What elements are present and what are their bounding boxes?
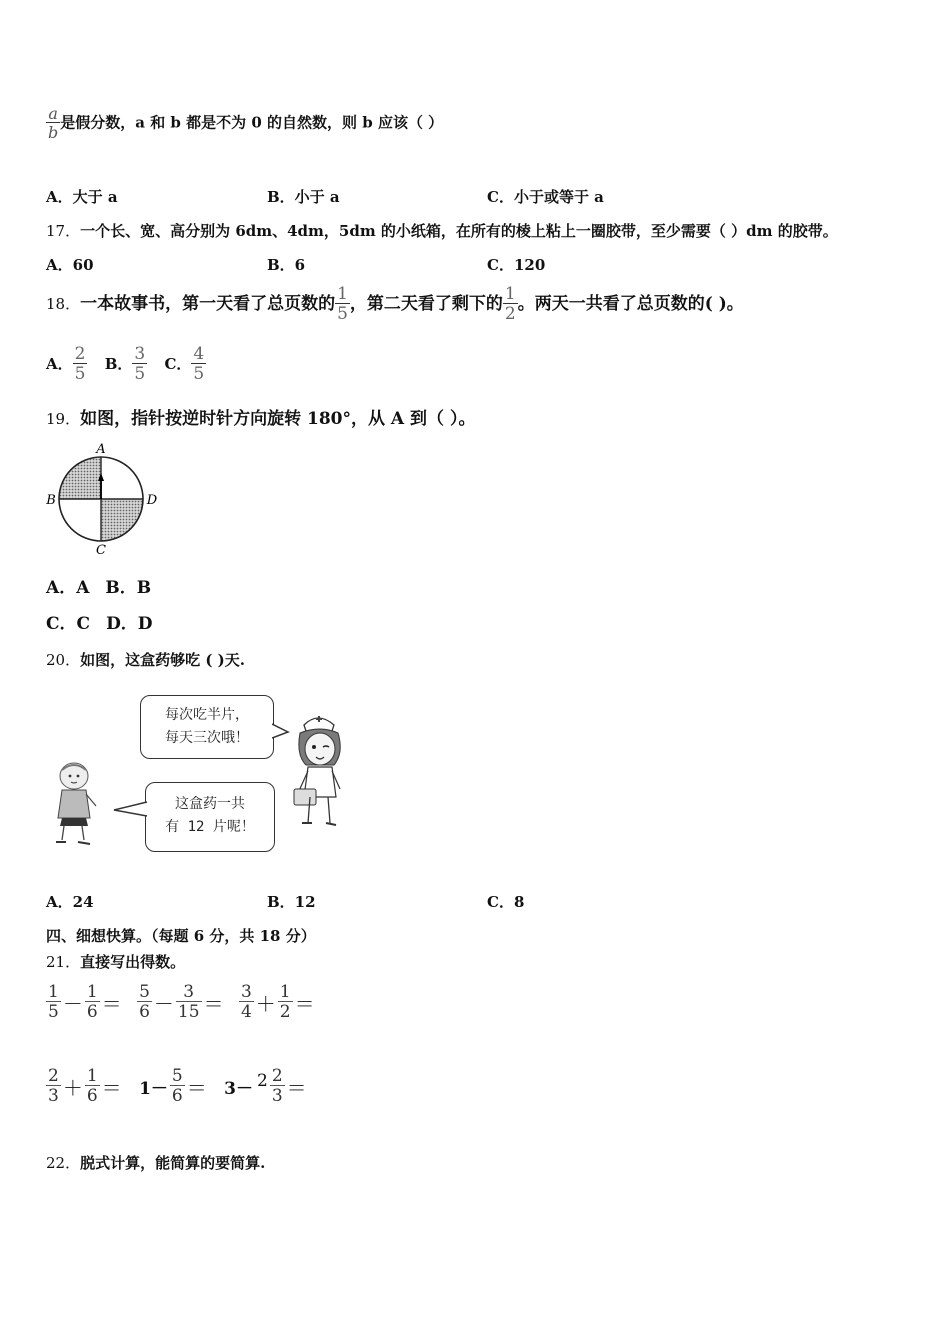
q21-r1e2-frac-a [137,984,152,1021]
q21-r1e2-op: － [153,992,174,1016]
q18-option-a[interactable] [46,344,87,384]
q20-nurse-speech-bubble [140,695,274,759]
q16-option-b[interactable]: B．小于 a [267,188,340,206]
q21-r1e3-op: ＋ [255,992,276,1016]
q18-opt-a-num: 2 [74,344,86,364]
q20-child-line-2: 有 12 片呢！ [165,819,255,835]
q19-number: 19． [46,410,81,428]
q18-fraction-2 [503,286,518,323]
q21-r1e3-eq: ＝ [294,992,315,1016]
q21-r2e1-a-num: 2 [48,1066,59,1086]
q20-child-bubble-tail [112,800,148,820]
q21-r2e2-b-den: 6 [171,1086,183,1106]
q16-stem-line [46,106,443,141]
q19-label-b: B [46,493,56,508]
q22-stem: 脱式计算，能简算的要简算. [80,1154,266,1172]
q20-child-speech-bubble [145,782,275,852]
q18-frac2-den: 2 [504,304,516,324]
q19-option-b[interactable]: B．B [105,578,152,598]
q21-r1e1-a-num: 1 [48,982,59,1002]
q18-options [46,346,206,383]
q19-option-d[interactable]: D．D [106,614,153,634]
q19-options-row1 [46,578,151,598]
q21-r2e2-b-num: 5 [171,1066,183,1086]
q20-option-b[interactable]: B．12 [267,893,316,911]
q18-frac1-den: 5 [337,304,348,324]
q18-opt-c-num: 4 [193,344,205,364]
q19-option-a[interactable]: A．A [46,578,90,598]
q17-stem: 一个长、宽、高分别为 6dm、4dm，5dm 的小纸箱，在所有的棱上粘上一圈胶带，至少需要（ ）dm 的胶带。 [80,222,838,240]
q22-number: 22． [46,1154,81,1172]
q21-stem-line [46,952,185,972]
q21-r1e3-b-den: 2 [279,1002,291,1022]
q16-fraction [46,106,60,141]
q21-row1 [46,984,317,1021]
q21-r2e2-eq: ＝ [186,1076,207,1100]
section4-title: 四、细想快算。（每题 6 分，共 18 分） [46,927,316,945]
q16-option-c[interactable]: C．小于或等于 a [487,188,604,206]
q21-r2e3-frac-b [270,1068,285,1105]
q21-r2e3-lead: 3－ [224,1079,253,1099]
q20-nurse-line-1: 每次吃半片， [165,707,249,723]
q20-nurse-line-2: 每天三次哦！ [165,730,249,746]
q19-circle-figure [44,440,164,558]
q21-r2e1-b-num: 1 [86,1066,98,1086]
q21-r2e1-eq: ＝ [101,1076,122,1100]
q18-option-a-fraction [73,346,88,383]
q16-stem: 是假分数，a 和 b 都是不为 0 的自然数，则 b 应该（ ） [60,113,444,132]
q19-stem: 如图，指针按逆时针方向旋转 180°，从 A 到（ ）。 [80,409,476,429]
q16-frac-num: a [48,104,58,123]
q17-number: 17． [46,222,81,240]
q21-r2e3-b-num: 2 [271,1066,283,1086]
q20-child-illustration [48,760,108,852]
q21-r1e1-frac-b [85,984,100,1021]
q17-stem-line [46,221,838,241]
q18-stem-part1: 一本故事书，第一天看了总页数的 [80,294,336,314]
q21-r2e2-lead: 1－ [139,1079,168,1099]
q20-option-c[interactable]: C．8 [487,893,525,911]
q21-r2-expr2 [137,1066,214,1106]
q18-stem-part3: 。两天一共看了总页数的( )。 [517,294,744,314]
q21-r2e1-b-den: 6 [86,1086,98,1106]
q20-stem-line [46,650,245,670]
q21-r1e2-b-num: 3 [183,982,195,1002]
q17-option-a[interactable]: A．60 [46,256,94,274]
q17-option-b[interactable]: B．6 [267,256,306,274]
q16-option-a[interactable]: A．大于 a [46,188,118,206]
q21-r2-expr3 [222,1066,309,1106]
q18-frac1-num: 1 [337,284,348,304]
q21-r1e3-a-num: 3 [240,982,252,1002]
q21-r2e1-frac-b [85,1068,100,1105]
q18-option-b[interactable] [104,344,148,384]
q21-r1e2-b-den: 15 [177,1002,200,1022]
q19-label-a: A [96,442,106,457]
q18-frac2-num: 1 [504,284,516,304]
q18-opt-b-num: 3 [134,344,146,364]
q21-number: 21． [46,953,81,971]
q21-row2 [46,1068,309,1105]
q21-r1e1-b-den: 6 [86,1002,98,1022]
q21-r1-expr3 [239,982,317,1022]
q19-option-c[interactable]: C．C [46,614,91,634]
q18-opt-c-den: 5 [193,364,205,384]
q21-r2e1-frac-a [46,1068,61,1105]
q17-option-c[interactable]: C．120 [487,256,546,274]
q21-r2-expr1 [46,1066,129,1106]
q21-r1-expr1 [46,982,129,1022]
q21-r2e3-b-den: 3 [271,1086,283,1106]
q21-r2e3-eq: ＝ [286,1076,307,1100]
q19-label-c: C [96,543,106,558]
q18-opt-a-den: 5 [74,364,86,384]
q18-option-c[interactable] [164,344,206,384]
q21-r1e2-a-num: 5 [139,982,150,1002]
q21-r1e3-frac-a [239,984,254,1021]
q20-nurse-illustration [280,705,360,835]
q18-opt-b-den: 5 [134,364,146,384]
q18-option-c-fraction [191,346,206,383]
q18-stem-line [46,286,744,323]
q21-r1e3-a-den: 4 [240,1002,252,1022]
q18-number: 18． [46,295,81,313]
q21-r1e1-frac-a [46,984,61,1021]
q21-r1e1-b-num: 1 [86,982,98,1002]
q21-r2e1-op: ＋ [62,1076,83,1100]
q19-options-row2 [46,614,153,634]
q21-stem: 直接写出得数。 [80,953,186,971]
q21-r1e1-a-den: 5 [48,1002,59,1022]
q19-label-d: D [146,493,158,508]
q20-child-line-1: 这盒药一共 [175,796,245,812]
q20-number: 20． [46,651,81,669]
q21-r1e2-eq: ＝ [203,992,224,1016]
q21-r1-expr2 [137,982,231,1022]
q21-r1e1-op: － [62,992,83,1016]
q21-r1e3-b-num: 1 [279,982,291,1002]
q18-fraction-1 [335,286,350,323]
q18-option-a-label: A． [46,354,73,373]
q20-option-a[interactable]: A．24 [46,893,94,911]
q21-r1e3-frac-b [278,984,293,1021]
q21-r1e2-a-den: 6 [139,1002,150,1022]
q18-option-b-label: B． [104,354,133,373]
q20-stem: 如图，这盒药够吃 ( )天. [80,651,245,669]
q19-stem-line [46,409,475,429]
q21-r1e1-eq: ＝ [101,992,122,1016]
q21-r2e2-frac-b [170,1068,185,1105]
q21-r1e2-frac-b [176,984,202,1021]
q21-r2e3-whole: 2 [256,1070,268,1091]
q18-option-b-fraction [132,346,147,383]
q21-r2e1-a-den: 3 [48,1086,59,1106]
q22-stem-line [46,1153,265,1173]
q16-frac-den: b [48,123,59,142]
q18-stem-part2: ，第二天看了剩下的 [349,294,503,314]
q18-option-c-label: C． [164,354,192,373]
